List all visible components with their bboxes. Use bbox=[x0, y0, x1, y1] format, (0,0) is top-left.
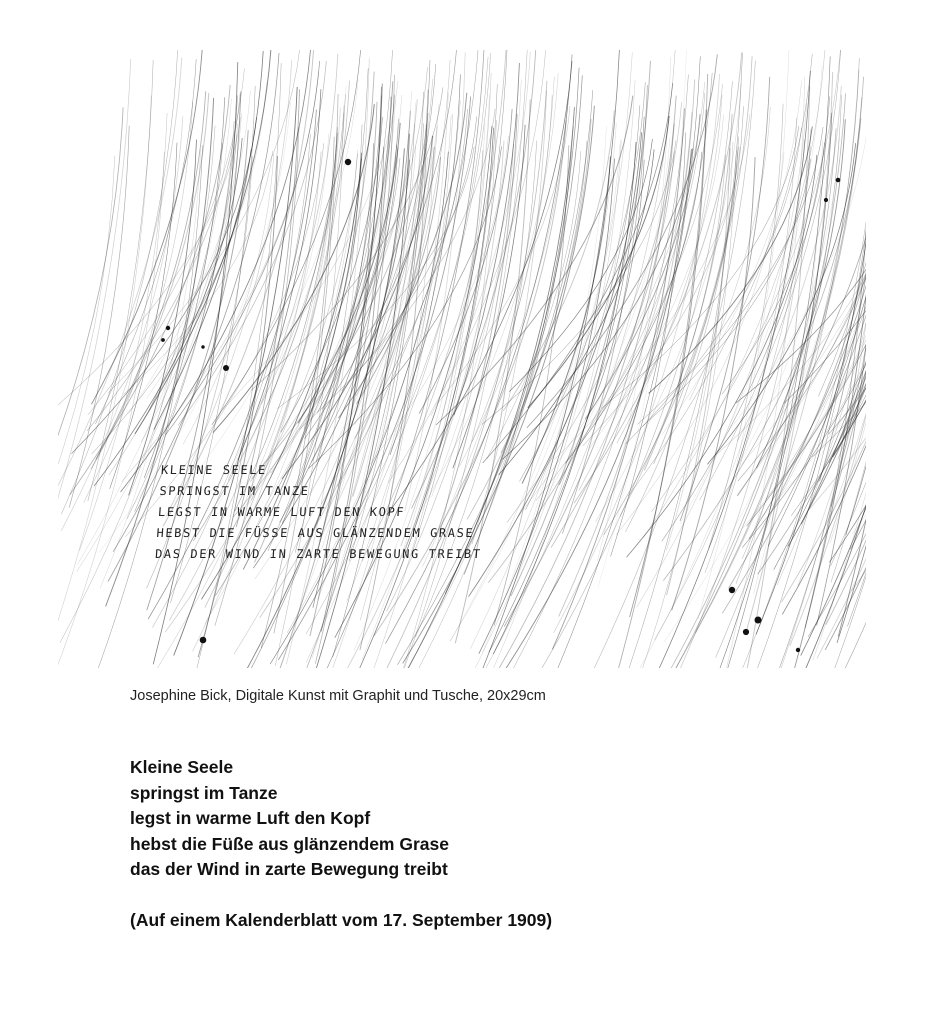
graphite-stroke bbox=[454, 63, 519, 415]
ink-speck bbox=[824, 198, 828, 202]
ink-speck bbox=[836, 178, 841, 183]
graphite-stroke bbox=[60, 126, 215, 643]
graphite-stroke bbox=[198, 156, 277, 657]
graphite-stroke bbox=[88, 60, 153, 501]
graphite-stroke bbox=[212, 50, 361, 425]
graphite-stroke bbox=[70, 85, 230, 495]
graphite-stroke bbox=[736, 95, 842, 584]
ink-speck bbox=[755, 617, 762, 624]
graphite-stroke bbox=[509, 139, 652, 392]
graphite-stroke bbox=[337, 50, 478, 486]
handwritten-poem bbox=[154, 460, 488, 565]
graphite-stroke bbox=[61, 50, 178, 514]
graphite-stroke bbox=[174, 87, 298, 656]
graphite-stroke bbox=[163, 50, 314, 526]
ink-speck bbox=[743, 629, 749, 635]
graphite-stroke bbox=[251, 94, 345, 500]
ink-speck bbox=[200, 637, 207, 644]
poem-line: Kleine Seele bbox=[130, 757, 234, 777]
graphite-stroke bbox=[520, 82, 646, 481]
graphite-stroke bbox=[92, 50, 203, 404]
poem-line: das der Wind in zarte Bewegung treibt bbox=[130, 859, 448, 879]
graphite-strokes bbox=[58, 50, 866, 668]
graphite-stroke bbox=[788, 143, 866, 547]
graphite-stroke bbox=[559, 160, 644, 485]
ink-speck bbox=[223, 365, 229, 371]
graphite-stroke bbox=[84, 102, 193, 503]
ink-speck bbox=[166, 326, 170, 330]
graphite-stroke bbox=[58, 59, 131, 589]
graphite-stroke bbox=[831, 103, 867, 567]
ink-speck bbox=[729, 587, 735, 593]
graphite-stroke bbox=[583, 147, 740, 446]
handwritten-line: KLEINE SEELE bbox=[160, 463, 268, 477]
graphite-stroke bbox=[625, 128, 801, 445]
poem-text bbox=[130, 755, 449, 883]
handwritten-line: SPRINGST IM TANZE bbox=[159, 484, 311, 498]
graphite-stroke bbox=[476, 50, 620, 668]
graphite-stroke bbox=[129, 140, 197, 496]
poem-source: (Auf einem Kalenderblatt vom 17. September 1909) bbox=[130, 910, 553, 930]
graphite-stroke bbox=[277, 147, 474, 409]
artwork-image bbox=[58, 50, 866, 668]
handwritten-line: HEBST DIE FÜSSE AUS GLÄNZENDEM GRASE bbox=[156, 526, 475, 540]
graphite-stroke bbox=[774, 55, 866, 570]
graphite-stroke bbox=[716, 58, 860, 658]
graphite-stroke bbox=[472, 95, 552, 442]
graphite-stroke bbox=[698, 50, 789, 619]
ink-speck bbox=[345, 159, 351, 165]
graphite-stroke bbox=[511, 61, 650, 596]
graphite-stroke bbox=[397, 90, 592, 665]
graphite-stroke bbox=[147, 82, 267, 398]
poem-line: legst in warme Luft den Kopf bbox=[130, 808, 371, 828]
ink-speck bbox=[201, 345, 204, 348]
ink-speck bbox=[161, 338, 165, 342]
graphite-stroke bbox=[322, 50, 484, 668]
poem-line: springst im Tanze bbox=[130, 782, 278, 803]
graphite-stroke bbox=[87, 94, 240, 431]
poem-line: hebst die Füße aus glänzendem Grase bbox=[130, 833, 449, 854]
artwork-caption: Josephine Bick, Digitale Kunst mit Graphit und Tusche, 20x29cm bbox=[130, 688, 546, 704]
handwritten-line: LEGST IN WARME LUFT DEN KOPF bbox=[157, 505, 406, 519]
graphite-stroke bbox=[483, 126, 607, 652]
graphite-stroke bbox=[734, 138, 840, 473]
graphite-stroke bbox=[108, 50, 301, 394]
handwritten-line: DAS DER WIND IN ZARTE BEWEGUNG TREIBT bbox=[154, 547, 483, 561]
graphite-stroke bbox=[355, 109, 468, 439]
ink-speck bbox=[796, 648, 800, 652]
